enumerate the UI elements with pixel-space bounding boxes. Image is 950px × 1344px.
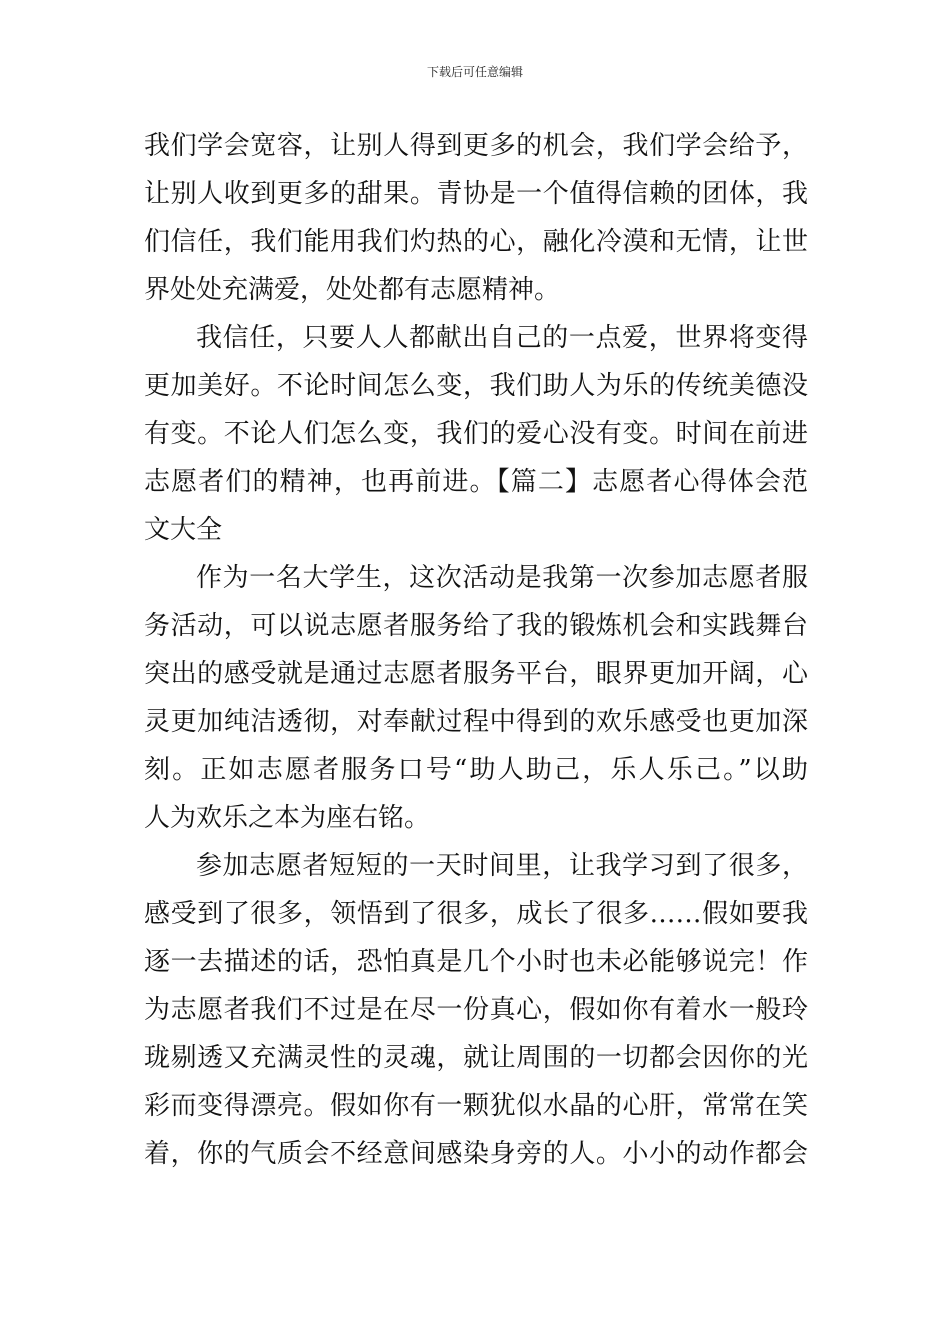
text-line: 文大全 bbox=[144, 515, 223, 545]
text-line: 有变。不论人们怎么变，我们的爱心没有变。时间在前进 bbox=[144, 419, 808, 449]
document-body bbox=[144, 122, 808, 1178]
text-line: 珑剔透又充满灵性的灵魂，就让周围的一切都会因你的光 bbox=[144, 1043, 808, 1073]
text-line: 们信任，我们能用我们灼热的心，融化冷漠和无情，让世 bbox=[144, 227, 808, 257]
text-line: 着，你的气质会不经意间感染身旁的人。小小的动作都会 bbox=[144, 1139, 808, 1169]
text-line: 为志愿者我们不过是在尽一份真心，假如你有着水一般玲 bbox=[144, 995, 808, 1025]
text-line: 感受到了很多，领悟到了很多，成长了很多……假如要我 bbox=[144, 899, 808, 929]
text-line: 参加志愿者短短的一天时间里，让我学习到了很多， bbox=[196, 851, 808, 881]
text-line: 彩而变得漂亮。假如你有一颗犹似水晶的心肝，常常在笑 bbox=[144, 1091, 808, 1121]
text-line: 更加美好。不论时间怎么变，我们助人为乐的传统美德没 bbox=[144, 371, 808, 401]
text-line: 刻。正如志愿者服务口号“助人助己，乐人乐己。”以助 bbox=[144, 755, 808, 785]
text-line: 灵更加纯洁透彻，对奉献过程中得到的欢乐感受也更加深 bbox=[144, 707, 808, 737]
page-header: 下载后可任意编辑 bbox=[426, 65, 523, 79]
text-line: 界处处充满爱，处处都有志愿精神。 bbox=[144, 275, 561, 305]
text-line: 我信任，只要人人都献出自己的一点爱，世界将变得 bbox=[196, 323, 808, 353]
text-line: 让别人收到更多的甜果。青协是一个值得信赖的团体，我 bbox=[144, 179, 808, 209]
text-line: 志愿者们的精神，也再前进。【篇二】志愿者心得体会范 bbox=[144, 467, 808, 497]
text-line: 务活动，可以说志愿者服务给了我的锻炼机会和实践舞台 bbox=[144, 611, 808, 641]
text-line: 突出的感受就是通过志愿者服务平台，眼界更加开阔，心 bbox=[144, 659, 808, 689]
text-line: 我们学会宽容，让别人得到更多的机会，我们学会给予， bbox=[144, 131, 808, 161]
text-line: 逐一去描述的话，恐怕真是几个小时也未必能够说完！作 bbox=[144, 947, 808, 977]
text-line: 作为一名大学生，这次活动是我第一次参加志愿者服 bbox=[196, 563, 808, 593]
text-line: 人为欢乐之本为座右铭。 bbox=[144, 803, 431, 833]
